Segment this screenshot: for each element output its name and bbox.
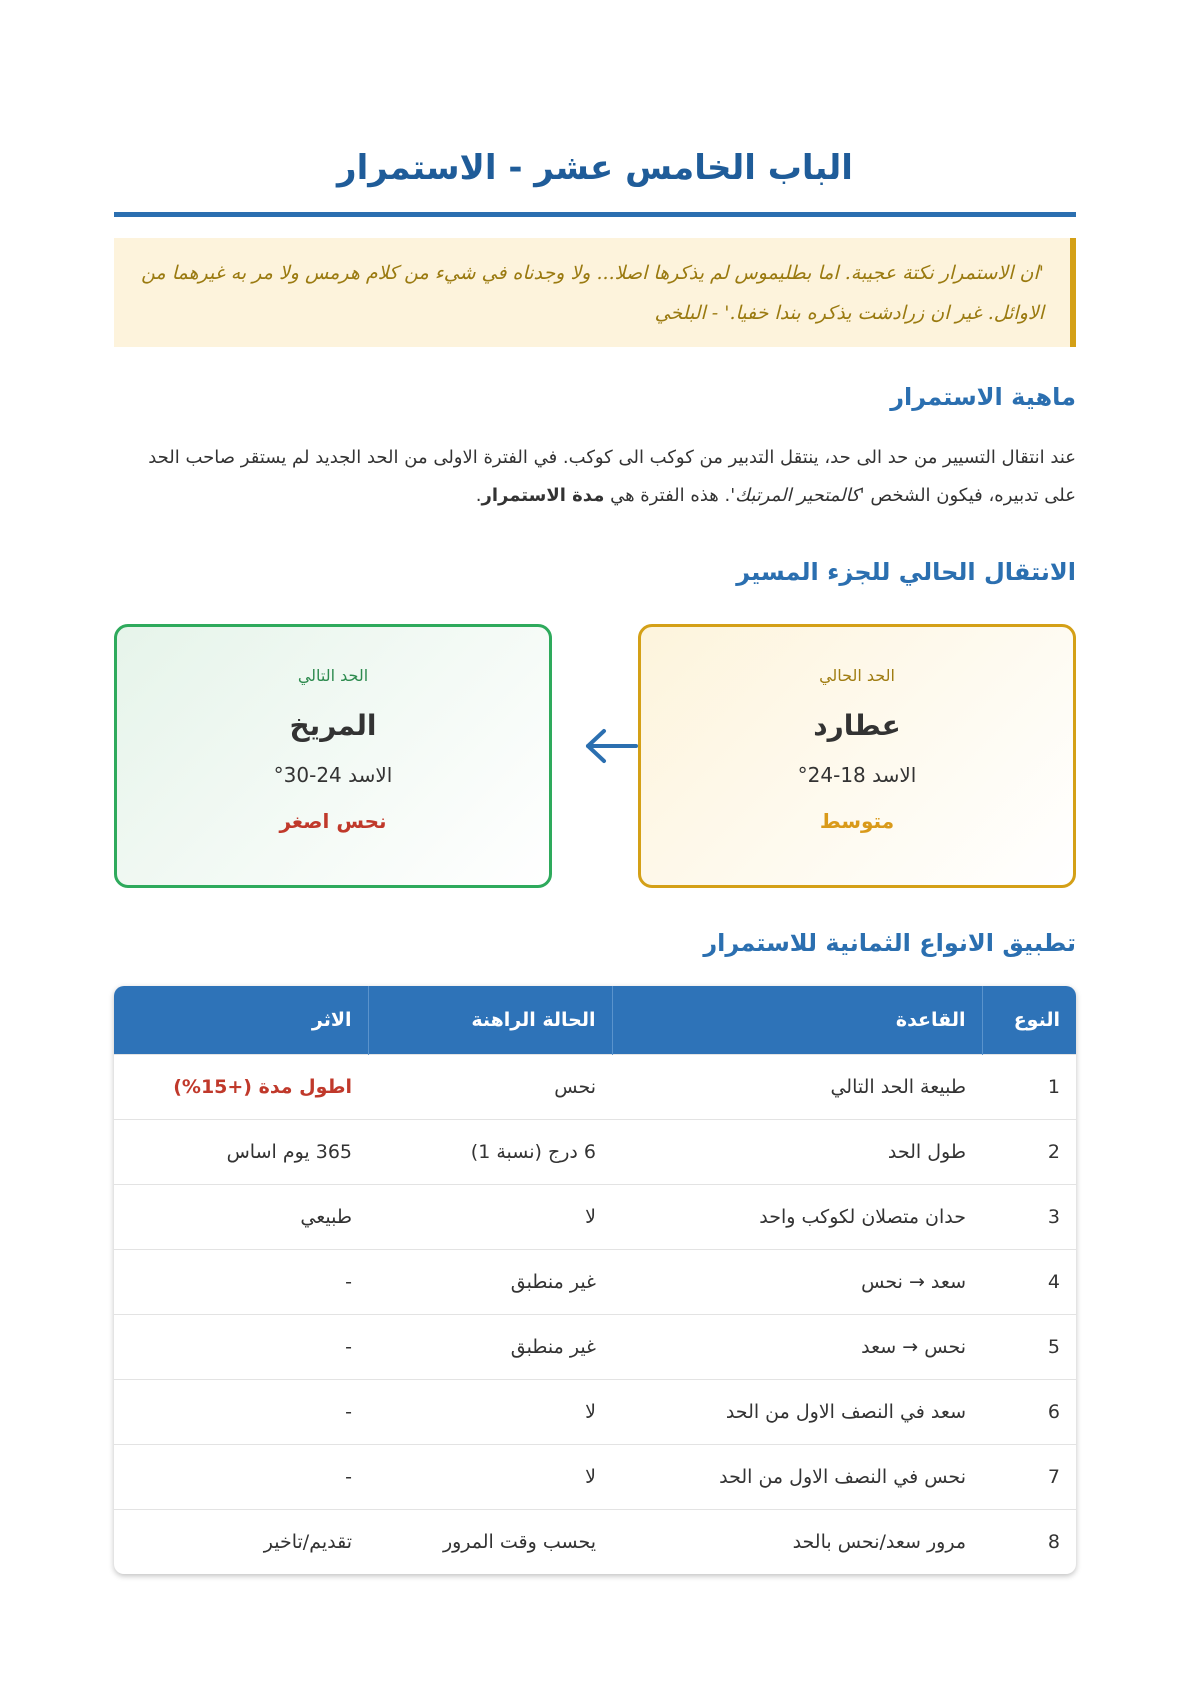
- definition-text-part-2: . هذه الفترة هي: [604, 485, 731, 506]
- next-term-range: الاسد 24-30°: [273, 763, 393, 787]
- cell-effect: 365 يوم اساس: [114, 1119, 368, 1184]
- cell-type-number: 2: [982, 1119, 1076, 1184]
- current-term-range: الاسد 18-24°: [797, 763, 917, 787]
- types-table-container: [114, 986, 1076, 1574]
- cell-type-number: 1: [982, 1054, 1076, 1119]
- cell-state: غير منطبق: [368, 1249, 612, 1314]
- definition-strong-term: مدة الاستمرار: [481, 485, 605, 506]
- title-divider: [114, 212, 1076, 217]
- table-header-row: [114, 986, 1076, 1054]
- cell-effect: اطول مدة (+15%): [114, 1054, 368, 1119]
- current-term-card: [638, 624, 1076, 888]
- definition-text-part-1: عند انتقال التسيير من حد الى حد، ينتقل التدبير من كوكب الى كوكب. في الفترة الاولى من الحد الجديد لم يستقر صاحب الحد على تدبيره، فيكون الشخص: [148, 447, 1076, 506]
- chapter-title: الباب الخامس عشر - الاستمرار: [337, 148, 853, 188]
- table-row: [114, 1379, 1076, 1444]
- cell-state: نحس: [368, 1054, 612, 1119]
- cell-rule: مرور سعد/نحس بالحد: [612, 1509, 982, 1574]
- cell-rule: سعد في النصف الاول من الحد: [612, 1379, 982, 1444]
- cell-effect: طبيعي: [114, 1184, 368, 1249]
- quote-text: 'ان الاستمرار نكتة عجيبة. اما بطليموس لم يذكرها اصلا... ولا وجدناه في شيء من كلام هرمس ولا مر به غيرهما من الاوائل. غير ان زرادشت يذكره بندا خفيا.' - البلخي: [141, 262, 1044, 324]
- cell-effect: -: [114, 1249, 368, 1314]
- types-heading: تطبيق الانواع الثمانية للاستمرار: [703, 929, 1076, 957]
- cell-type-number: 7: [982, 1444, 1076, 1509]
- quote-box: [114, 238, 1076, 347]
- cell-rule: سعد → نحس: [612, 1249, 982, 1314]
- arrow-left-icon: [582, 726, 642, 766]
- table-row: [114, 1249, 1076, 1314]
- cell-rule: نحس في النصف الاول من الحد: [612, 1444, 982, 1509]
- next-term-quality: نحس اصغر: [279, 809, 387, 833]
- next-term-planet: المريخ: [289, 709, 377, 742]
- current-term-quality: متوسط: [819, 809, 895, 833]
- cell-state: 6 درج (نسبة 1): [368, 1119, 612, 1184]
- definition-text-part-3: .: [475, 485, 482, 506]
- column-header-effect: الاثر: [114, 986, 368, 1054]
- table-row: [114, 1184, 1076, 1249]
- cell-rule: طبيعة الحد التالي: [612, 1054, 982, 1119]
- cell-effect: -: [114, 1444, 368, 1509]
- transition-heading: الانتقال الحالي للجزء المسير: [736, 558, 1076, 586]
- cell-state: لا: [368, 1444, 612, 1509]
- cell-type-number: 4: [982, 1249, 1076, 1314]
- table-row: [114, 1054, 1076, 1119]
- definition-heading: ماهية الاستمرار: [890, 383, 1076, 411]
- cell-rule: حدان متصلان لكوكب واحد: [612, 1184, 982, 1249]
- current-term-caption: الحد الحالي: [819, 666, 895, 685]
- cell-state: غير منطبق: [368, 1314, 612, 1379]
- cell-type-number: 8: [982, 1509, 1076, 1574]
- cell-type-number: 3: [982, 1184, 1076, 1249]
- table-row: [114, 1119, 1076, 1184]
- definition-paragraph: [114, 439, 1076, 515]
- table-row: [114, 1314, 1076, 1379]
- definition-emphasis: 'كالمتحير المرتبك': [730, 485, 865, 506]
- cell-effect: -: [114, 1379, 368, 1444]
- column-header-state: الحالة الراهنة: [368, 986, 612, 1054]
- current-term-planet: عطارد: [813, 709, 901, 742]
- cell-type-number: 6: [982, 1379, 1076, 1444]
- cell-type-number: 5: [982, 1314, 1076, 1379]
- table-row: [114, 1509, 1076, 1574]
- column-header-rule: القاعدة: [612, 986, 982, 1054]
- next-term-card: [114, 624, 552, 888]
- cell-state: يحسب وقت المرور: [368, 1509, 612, 1574]
- table-row: [114, 1444, 1076, 1509]
- next-term-caption: الحد التالي: [297, 666, 369, 685]
- types-table: [114, 986, 1076, 1574]
- cell-rule: نحس → سعد: [612, 1314, 982, 1379]
- cell-state: لا: [368, 1379, 612, 1444]
- cell-rule: طول الحد: [612, 1119, 982, 1184]
- cell-effect: -: [114, 1314, 368, 1379]
- cell-state: لا: [368, 1184, 612, 1249]
- transition-panel: [114, 624, 1076, 888]
- column-header-type: النوع: [982, 986, 1076, 1054]
- cell-effect: تقديم/تاخير: [114, 1509, 368, 1574]
